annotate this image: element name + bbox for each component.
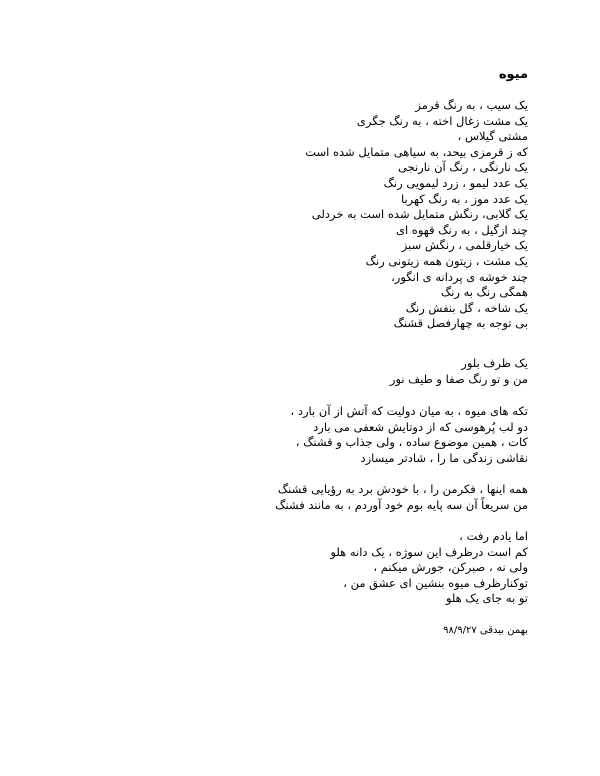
poem-line: تکه های میوه ، به میان دولیت که آتش از آن بارد ، bbox=[290, 404, 528, 418]
poem-line: من سریعاً آن سه پایه بوم خود آوردم ، به مانند فشنگ bbox=[275, 497, 528, 512]
poem-line: یک مشت زغال اخته ، به رنگ جگری bbox=[356, 113, 528, 128]
poem-line: مشتی گیلاس ، bbox=[457, 129, 528, 144]
poem-line: بی توجه به چهارفصل قشنگ bbox=[393, 316, 528, 331]
poem-line: کم است درظرف این سوژه ، یک دانه هلو bbox=[330, 544, 528, 559]
poem-line: همگی رنگ به رنگ bbox=[440, 285, 528, 300]
poem-line: تو به جای یک هلو bbox=[445, 591, 528, 606]
poem-line: کات ، همین موضوع ساده ، ولی جذاب و قشنگ ، bbox=[295, 435, 528, 450]
poem-line: یک عدد لیمو ، زرد لیمویی رنگ bbox=[383, 175, 528, 190]
stanza-3 bbox=[88, 404, 528, 466]
poem-line: یک مشت ، زیتون همه زیتونی رنگ bbox=[365, 253, 528, 268]
poem-line: یک ظرف بلور bbox=[461, 356, 528, 370]
poem-title: میوه bbox=[498, 67, 528, 82]
poem-line: یک عدد موز ، به رنگ کهربا bbox=[400, 191, 528, 206]
poem-line: چند ازگیل ، به رنگ قهوه ای bbox=[395, 222, 528, 237]
poem-line: یک نارنگی ، رنگ آن نارنجی bbox=[397, 160, 528, 175]
poem-line: ولی نه ، صبرکن، جورش میکنم ، bbox=[373, 560, 528, 575]
stanza-1 bbox=[88, 98, 528, 332]
author-signature: بهمن بیدقی ۹۸/۹/۲۷ bbox=[443, 625, 528, 636]
poem-line: دو لب پُرهوسی که از دوتایش شعفی می بارد bbox=[313, 419, 528, 434]
stanza-2 bbox=[88, 356, 528, 387]
poem-line: یک گلابی، رنگش متمایل شده است به خردلی bbox=[311, 207, 528, 222]
poem-line: چند خوشه ی پردانه ی انگور، bbox=[391, 269, 528, 284]
poem-line: یک خیارقلمی ، رنگش سبز bbox=[401, 238, 528, 253]
poem-line: اما یادم رفت ، bbox=[459, 529, 528, 543]
stanza-4 bbox=[88, 482, 528, 513]
poem-line: که ز قرمزی بیحد، به سیاهی متمایل شده است bbox=[305, 144, 528, 159]
poem-line: من و تو رنگ صفا و طیف نور bbox=[389, 371, 528, 386]
poem-line: نقاشی زندگی ما را ، شادتر میسازد bbox=[360, 450, 528, 465]
poem-line: یک شاخه ، گل بنفش رنگ bbox=[405, 300, 528, 315]
poem-line: توکنارظرف میوه بنشین ای عشق من ، bbox=[343, 575, 528, 590]
poem-line: یک سیب ، به رنگ قرمز bbox=[415, 98, 528, 112]
stanza-5 bbox=[88, 529, 528, 607]
poem-line: همه اینها ، فکرمن را ، با خودش برد به رؤیایی قشنگ bbox=[277, 482, 528, 496]
